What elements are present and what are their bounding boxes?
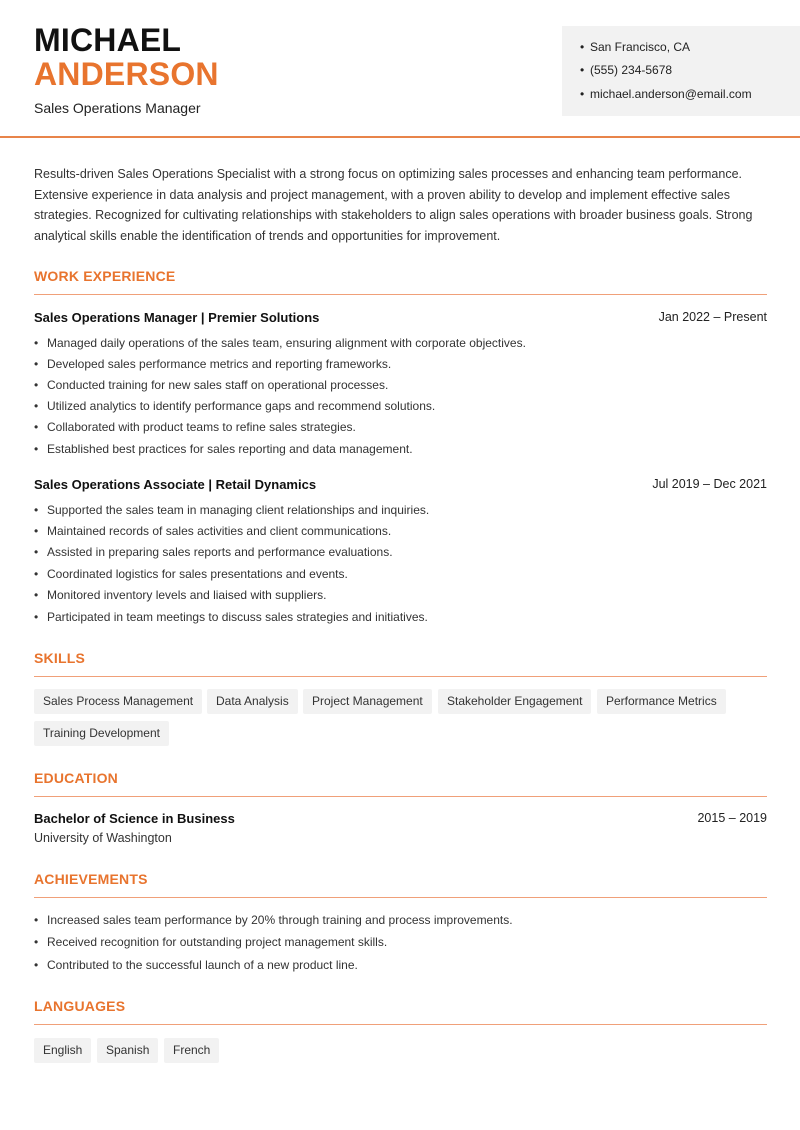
contact-phone [580,63,672,77]
bullet-icon: • [34,588,39,602]
contact-location [580,40,690,54]
list-item-text: Contributed to the successful launch of a new product line. [47,958,358,972]
list-item [34,399,435,413]
bullet-icon: • [34,567,39,581]
list-item [34,935,387,949]
list-item-text: Established best practices for sales reporting and data management. [47,442,413,456]
list-item [34,420,356,434]
list-item [34,442,413,456]
list-item [34,545,393,559]
section-divider [34,294,767,295]
job-dates: Jan 2022 – Present [658,310,767,324]
bullet-icon: • [580,40,585,54]
list-item-text: Developed sales performance metrics and reporting frameworks. [47,357,392,371]
list-item [34,336,526,350]
bullet-icon: • [580,87,585,101]
section-divider [34,796,767,797]
contact-email[interactable] [580,87,752,101]
list-item-text: Coordinated logistics for sales presentations and events. [47,567,348,581]
languages-heading: LANGUAGES [34,998,126,1014]
list-item [34,588,326,602]
job-title: Sales Operations Manager [34,100,201,116]
bullet-icon: • [34,378,39,392]
bullet-icon: • [34,524,39,538]
list-item-text: Collaborated with product teams to refine sales strategies. [47,420,356,434]
skill-chip: Stakeholder Engagement [438,689,591,714]
achievements-heading: ACHIEVEMENTS [34,871,148,887]
bullet-icon: • [34,357,39,371]
section-divider [34,676,767,677]
list-item-text: Monitored inventory levels and liaised with suppliers. [47,588,327,602]
last-name: ANDERSON [34,56,219,92]
list-item [34,524,391,538]
section-divider [34,1024,767,1025]
bullet-icon: • [580,63,585,77]
bullet-icon: • [34,913,39,927]
contact-box [562,26,800,116]
skill-chip: Project Management [303,689,432,714]
location-text: San Francisco, CA [590,40,691,54]
email-text[interactable]: michael.anderson@email.com [590,87,752,101]
first-name: MICHAEL [34,22,182,58]
work-experience-heading: WORK EXPERIENCE [34,268,176,284]
list-item-text: Supported the sales team in managing client relationships and inquiries. [47,503,430,517]
language-chip: French [164,1038,219,1063]
skill-chip: Sales Process Management [34,689,202,714]
phone-text: (555) 234-5678 [590,63,673,77]
job-heading: Sales Operations Manager | Premier Solutions [34,310,320,325]
bullet-icon: • [34,336,39,350]
list-item [34,913,513,927]
bullet-icon: • [34,420,39,434]
section-divider [34,897,767,898]
skills-heading: SKILLS [34,650,85,666]
bullet-icon: • [34,545,39,559]
bullet-icon: • [34,503,39,517]
list-item-text: Managed daily operations of the sales team, ensuring alignment with corporate objectives. [47,336,526,350]
list-item-text: Participated in team meetings to discuss sales strategies and initiatives. [47,610,428,624]
bullet-icon: • [34,442,39,456]
list-item-text: Assisted in preparing sales reports and performance evaluations. [47,545,393,559]
bullet-icon: • [34,958,39,972]
language-chip: English [34,1038,91,1063]
summary: Results-driven Sales Operations Specialist with a strong focus on optimizing sales processes and enhancing team performance. Extensive experience in data analysis and project management, with a proven ability to develop and implement effective sales strategies. Recognized for cultivating relationships with stakeholders to align sales operations with broader business goals. Strong analytical skills enable the identification of trends and opportunities for improvement. [34,167,753,243]
bullet-icon: • [34,610,39,624]
job-dates: Jul 2019 – Dec 2021 [652,477,767,491]
job-heading: Sales Operations Associate | Retail Dynamics [34,477,317,492]
list-item [34,357,391,371]
list-item [34,610,428,624]
list-item-text: Received recognition for outstanding project management skills. [47,935,388,949]
list-item-text: Utilized analytics to identify performance gaps and recommend solutions. [47,399,436,413]
degree: Bachelor of Science in Business [34,811,235,826]
bullet-icon: • [34,935,39,949]
list-item [34,378,388,392]
list-item-text: Conducted training for new sales staff on operational processes. [47,378,389,392]
list-item [34,503,429,517]
skill-chip: Performance Metrics [597,689,726,714]
bullet-icon: • [34,399,39,413]
list-item [34,958,358,972]
skill-chip: Training Development [34,721,169,746]
education-dates: 2015 – 2019 [697,811,767,825]
education-heading: EDUCATION [34,770,118,786]
language-chip: Spanish [97,1038,158,1063]
list-item [34,567,348,581]
list-item-text: Increased sales team performance by 20% through training and process improvements. [47,913,513,927]
list-item-text: Maintained records of sales activities and client communications. [47,524,392,538]
skill-chip: Data Analysis [207,689,298,714]
resume-header [0,0,800,138]
school: University of Washington [34,831,172,845]
